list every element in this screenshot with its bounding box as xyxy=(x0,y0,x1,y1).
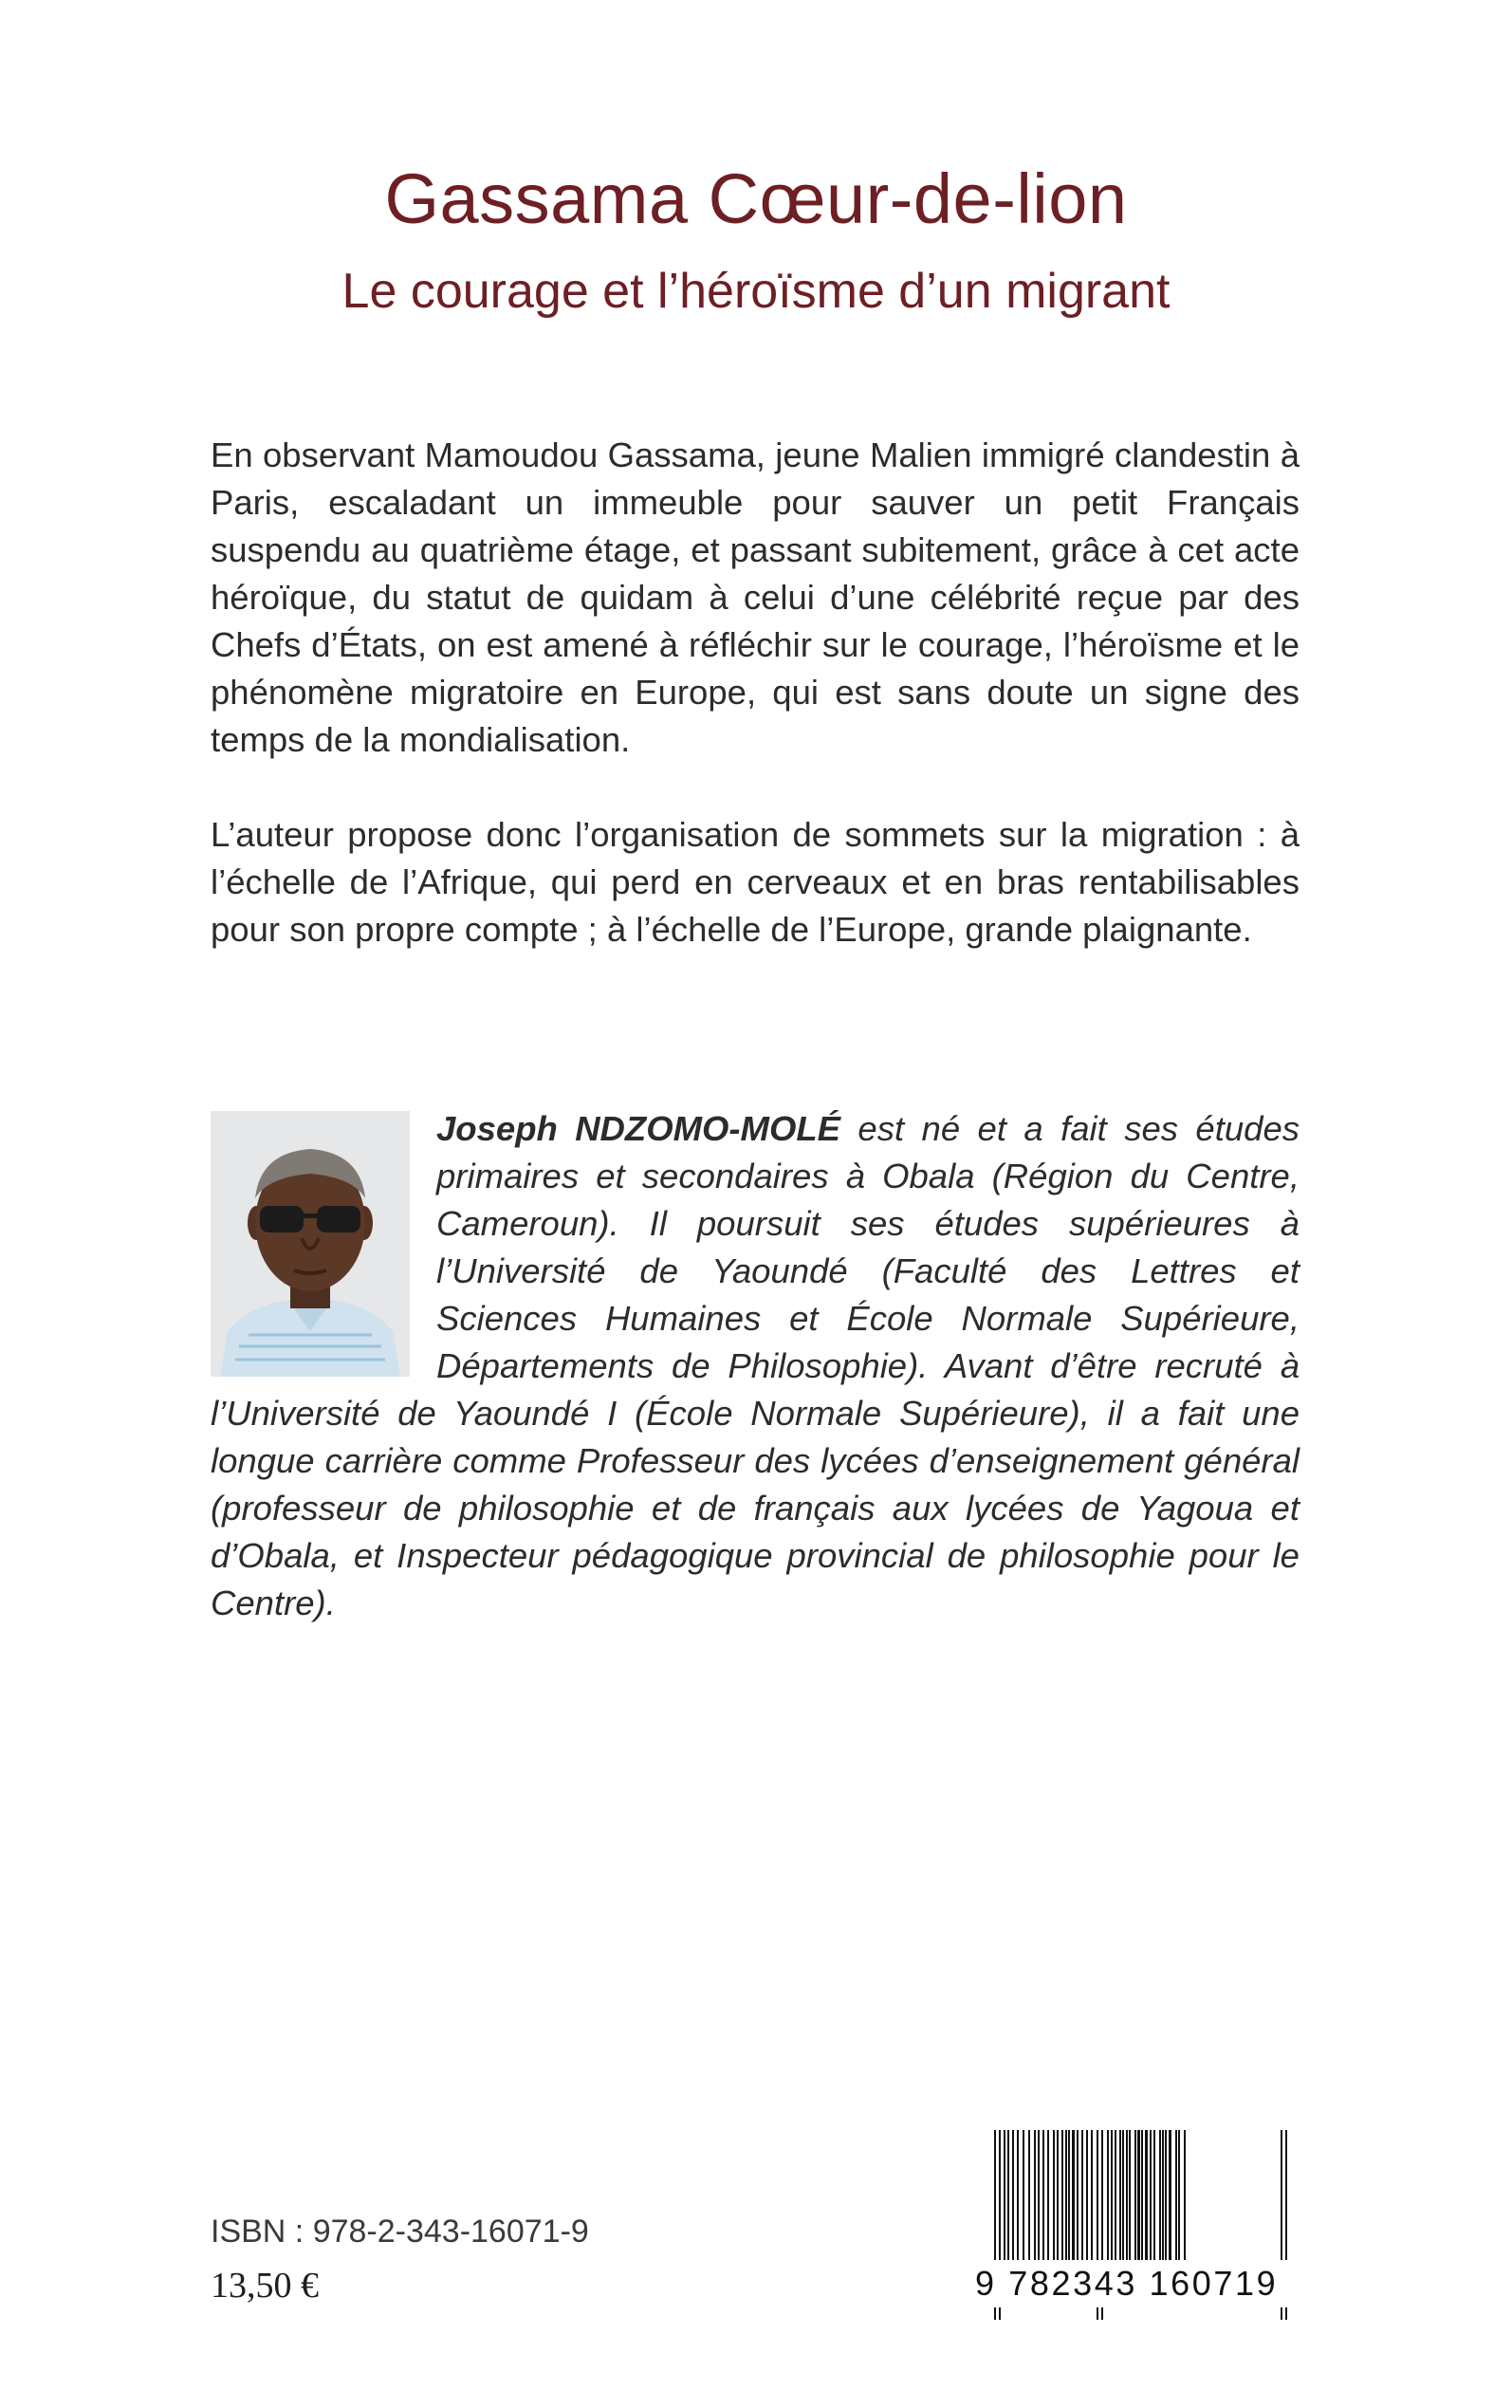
book-subtitle: Le courage et l’héroïsme d’un migrant xyxy=(341,264,1171,319)
barcode-bar xyxy=(1184,2130,1186,2263)
barcode-bar xyxy=(1165,2130,1167,2263)
summary-paragraph-2: L’auteur propose donc l’organisation de sommets sur la migration : à l’échelle de l’Afrique, qui perd en cerveaux et en bras rentabilisables pour son propre compte ; à l’échelle de l’Europe, grande plaignante. xyxy=(211,815,1300,949)
barcode-bar xyxy=(1053,2130,1055,2263)
barcode-bar xyxy=(1042,2130,1044,2263)
summary-paragraph-1: En observant Mamoudou Gassama, jeune Malien immigré clandestin à Paris, escaladant un immeuble pour sauver un petit Français suspendu au quatrième étage, et passant subitement, grâce à cet acte héroïque, du statut de quidam à celui d’une célébrité reçue par des Chefs d’États, on est amené à réfléchir sur le courage, l’héroïsme et le phénomène migratoire en Europe, qui est sans doute un signe des temps de la mondialisation. xyxy=(211,435,1300,759)
author-bio-text: est né et a fait ses études primaires et secondaires à Obala (Région du Centre, Cameroun). Il poursuit ses études supérieures à l’Université de Yaoundé (Faculté des Lettres et Sciences Humaines et École Normale Supérieure, Départements de Philosophie). Avant d’être recruté à l’Université de Yaoundé I (École Normale Supérieure), il a fait une longue carrière comme Professeur des lycées d’enseignement général (professeur de philosophie et de français aux lycées de Yagoua et d’Obala, et Inspecteur pédagogique provincial de philosophie pour le Centre). xyxy=(211,1109,1300,1622)
price: 13,50 € xyxy=(211,2266,319,2306)
book-title: Gassama Cœur-de-lion xyxy=(384,159,1128,238)
barcode-bar xyxy=(1047,2130,1049,2263)
barcode-bar xyxy=(1007,2130,1009,2263)
barcode-bar xyxy=(1111,2130,1113,2263)
barcode-bar xyxy=(1034,2130,1036,2263)
barcode-bar xyxy=(1162,2130,1164,2263)
barcode-bar xyxy=(1107,2130,1109,2263)
barcode-bar xyxy=(1012,2130,1014,2263)
barcode-bar xyxy=(1023,2130,1024,2263)
barcode-bar xyxy=(1081,2130,1083,2263)
barcode-bar xyxy=(1134,2130,1136,2263)
barcode-bar xyxy=(1145,2130,1148,2263)
barcode-bar xyxy=(1169,2130,1171,2263)
barcode-bar xyxy=(1057,2130,1059,2263)
barcode-bar xyxy=(1153,2130,1155,2263)
author-name: Joseph NDZOMO-MOLÉ xyxy=(436,1109,840,1148)
barcode-bar xyxy=(1137,2130,1140,2263)
barcode-bar xyxy=(1065,2130,1067,2263)
barcode-bar xyxy=(1126,2130,1128,2263)
barcode-bar xyxy=(1178,2130,1180,2263)
barcode-bar xyxy=(1091,2130,1093,2263)
barcode-bar xyxy=(1119,2130,1121,2263)
isbn: ISBN : 978-2-343-16071-9 xyxy=(211,2214,589,2250)
barcode-bar xyxy=(1175,2130,1177,2263)
barcode-bar xyxy=(1086,2130,1088,2263)
author-portrait-image xyxy=(211,1111,410,1377)
barcode-bar xyxy=(1038,2130,1040,2263)
barcode-bar xyxy=(1017,2130,1019,2263)
barcode-bar xyxy=(1129,2130,1131,2263)
author-bio xyxy=(211,1105,1300,1627)
barcode-digits: 9 782343 160719 xyxy=(975,2260,1309,2307)
barcode-bar xyxy=(1028,2130,1030,2263)
barcode-bar xyxy=(1150,2130,1152,2263)
author-photo xyxy=(211,1111,410,1377)
barcode-bar xyxy=(1122,2130,1124,2263)
barcode-bar xyxy=(1115,2130,1116,2263)
barcode-bar xyxy=(1141,2130,1143,2263)
summary xyxy=(211,432,1300,1001)
barcode-bar xyxy=(1077,2130,1079,2263)
barcode-bar xyxy=(1068,2130,1070,2263)
barcode-bar xyxy=(1004,2130,1005,2263)
barcode-bar xyxy=(1159,2130,1161,2263)
barcode-bar xyxy=(1072,2130,1075,2263)
barcode-bar xyxy=(1061,2130,1063,2263)
